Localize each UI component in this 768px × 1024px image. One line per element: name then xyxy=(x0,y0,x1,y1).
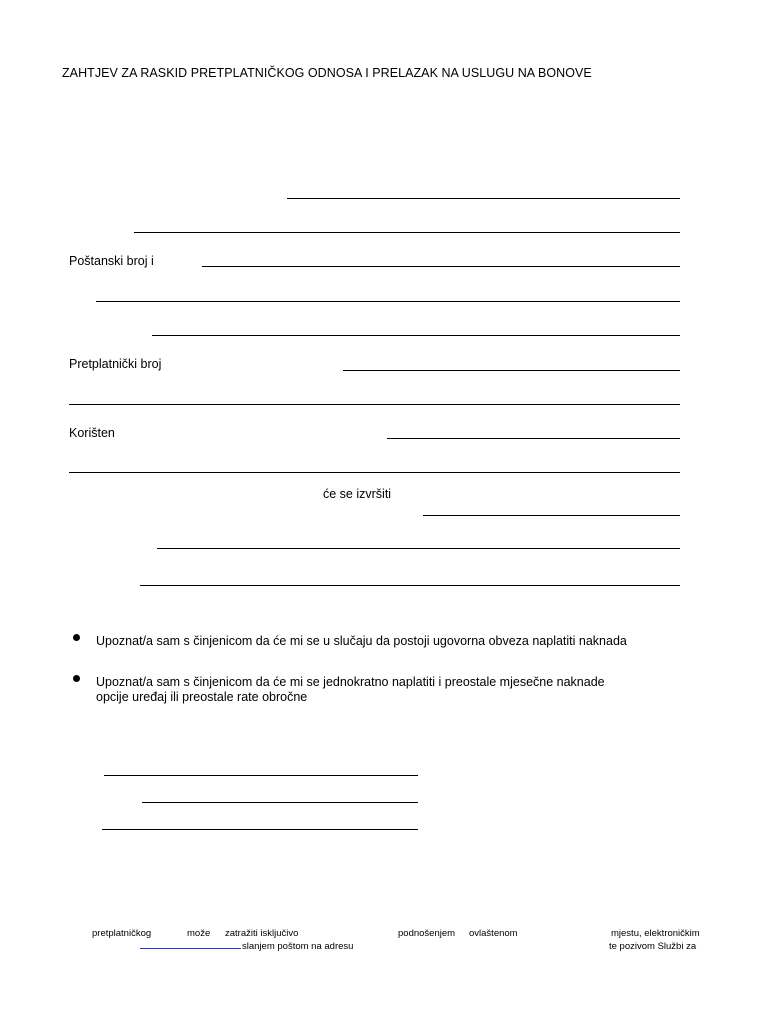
signature-line-2[interactable] xyxy=(142,802,418,803)
footer-word: pretplatničkog xyxy=(92,928,152,939)
bullet-text-2: Upoznat/a sam s činjenicom da će mi se jednokratno naplatiti i preostale mjesečne naknade xyxy=(96,675,605,689)
footer-word: mjestu, elektroničkim xyxy=(611,928,700,939)
form-line-8[interactable] xyxy=(157,548,680,549)
bullet-icon xyxy=(73,634,80,641)
bullet-text-2-continued: opcije uređaj ili preostale rate obročne xyxy=(96,690,308,704)
form-line-1[interactable] xyxy=(287,198,680,199)
label-postal: Poštanski broj i xyxy=(69,254,154,268)
form-line-2[interactable] xyxy=(134,232,680,233)
label-subscriber-number: Pretplatnički broj xyxy=(69,357,162,371)
form-line-6[interactable] xyxy=(69,472,680,473)
document-title: ZAHTJEV ZA RASKID PRETPLATNIČKOG ODNOSA I PRELAZAK NA USLUGU NA BONOVE xyxy=(62,66,592,80)
signature-line-1[interactable] xyxy=(104,775,418,776)
bullet-icon xyxy=(73,675,80,682)
form-line-postal[interactable] xyxy=(202,266,680,267)
form-line-used[interactable] xyxy=(387,438,680,439)
footer-word: podnošenjem xyxy=(398,928,456,939)
footer-word: te pozivom Službi za xyxy=(609,941,697,952)
bullet-text-1: Upoznat/a sam s činjenicom da će mi se u slučaju da postoji ugovorna obveza naplatiti naknada xyxy=(96,634,627,648)
label-will-be-done: će se izvršiti xyxy=(323,487,392,501)
footer-word: ovlaštenom xyxy=(469,928,518,939)
footer-word: slanjem poštom na adresu xyxy=(242,941,354,952)
form-line-5[interactable] xyxy=(69,404,680,405)
footer-link[interactable] xyxy=(140,948,241,949)
signature-line-3[interactable] xyxy=(102,829,418,830)
form-line-9[interactable] xyxy=(140,585,680,586)
form-line-subscriber-number[interactable] xyxy=(343,370,680,371)
form-line-3[interactable] xyxy=(96,301,680,302)
form-line-4[interactable] xyxy=(152,335,680,336)
form-line-7[interactable] xyxy=(423,515,680,516)
footer-word: zatražiti isključivo xyxy=(225,928,299,939)
label-used: Korišten xyxy=(69,426,115,440)
footer-word: može xyxy=(187,928,211,939)
